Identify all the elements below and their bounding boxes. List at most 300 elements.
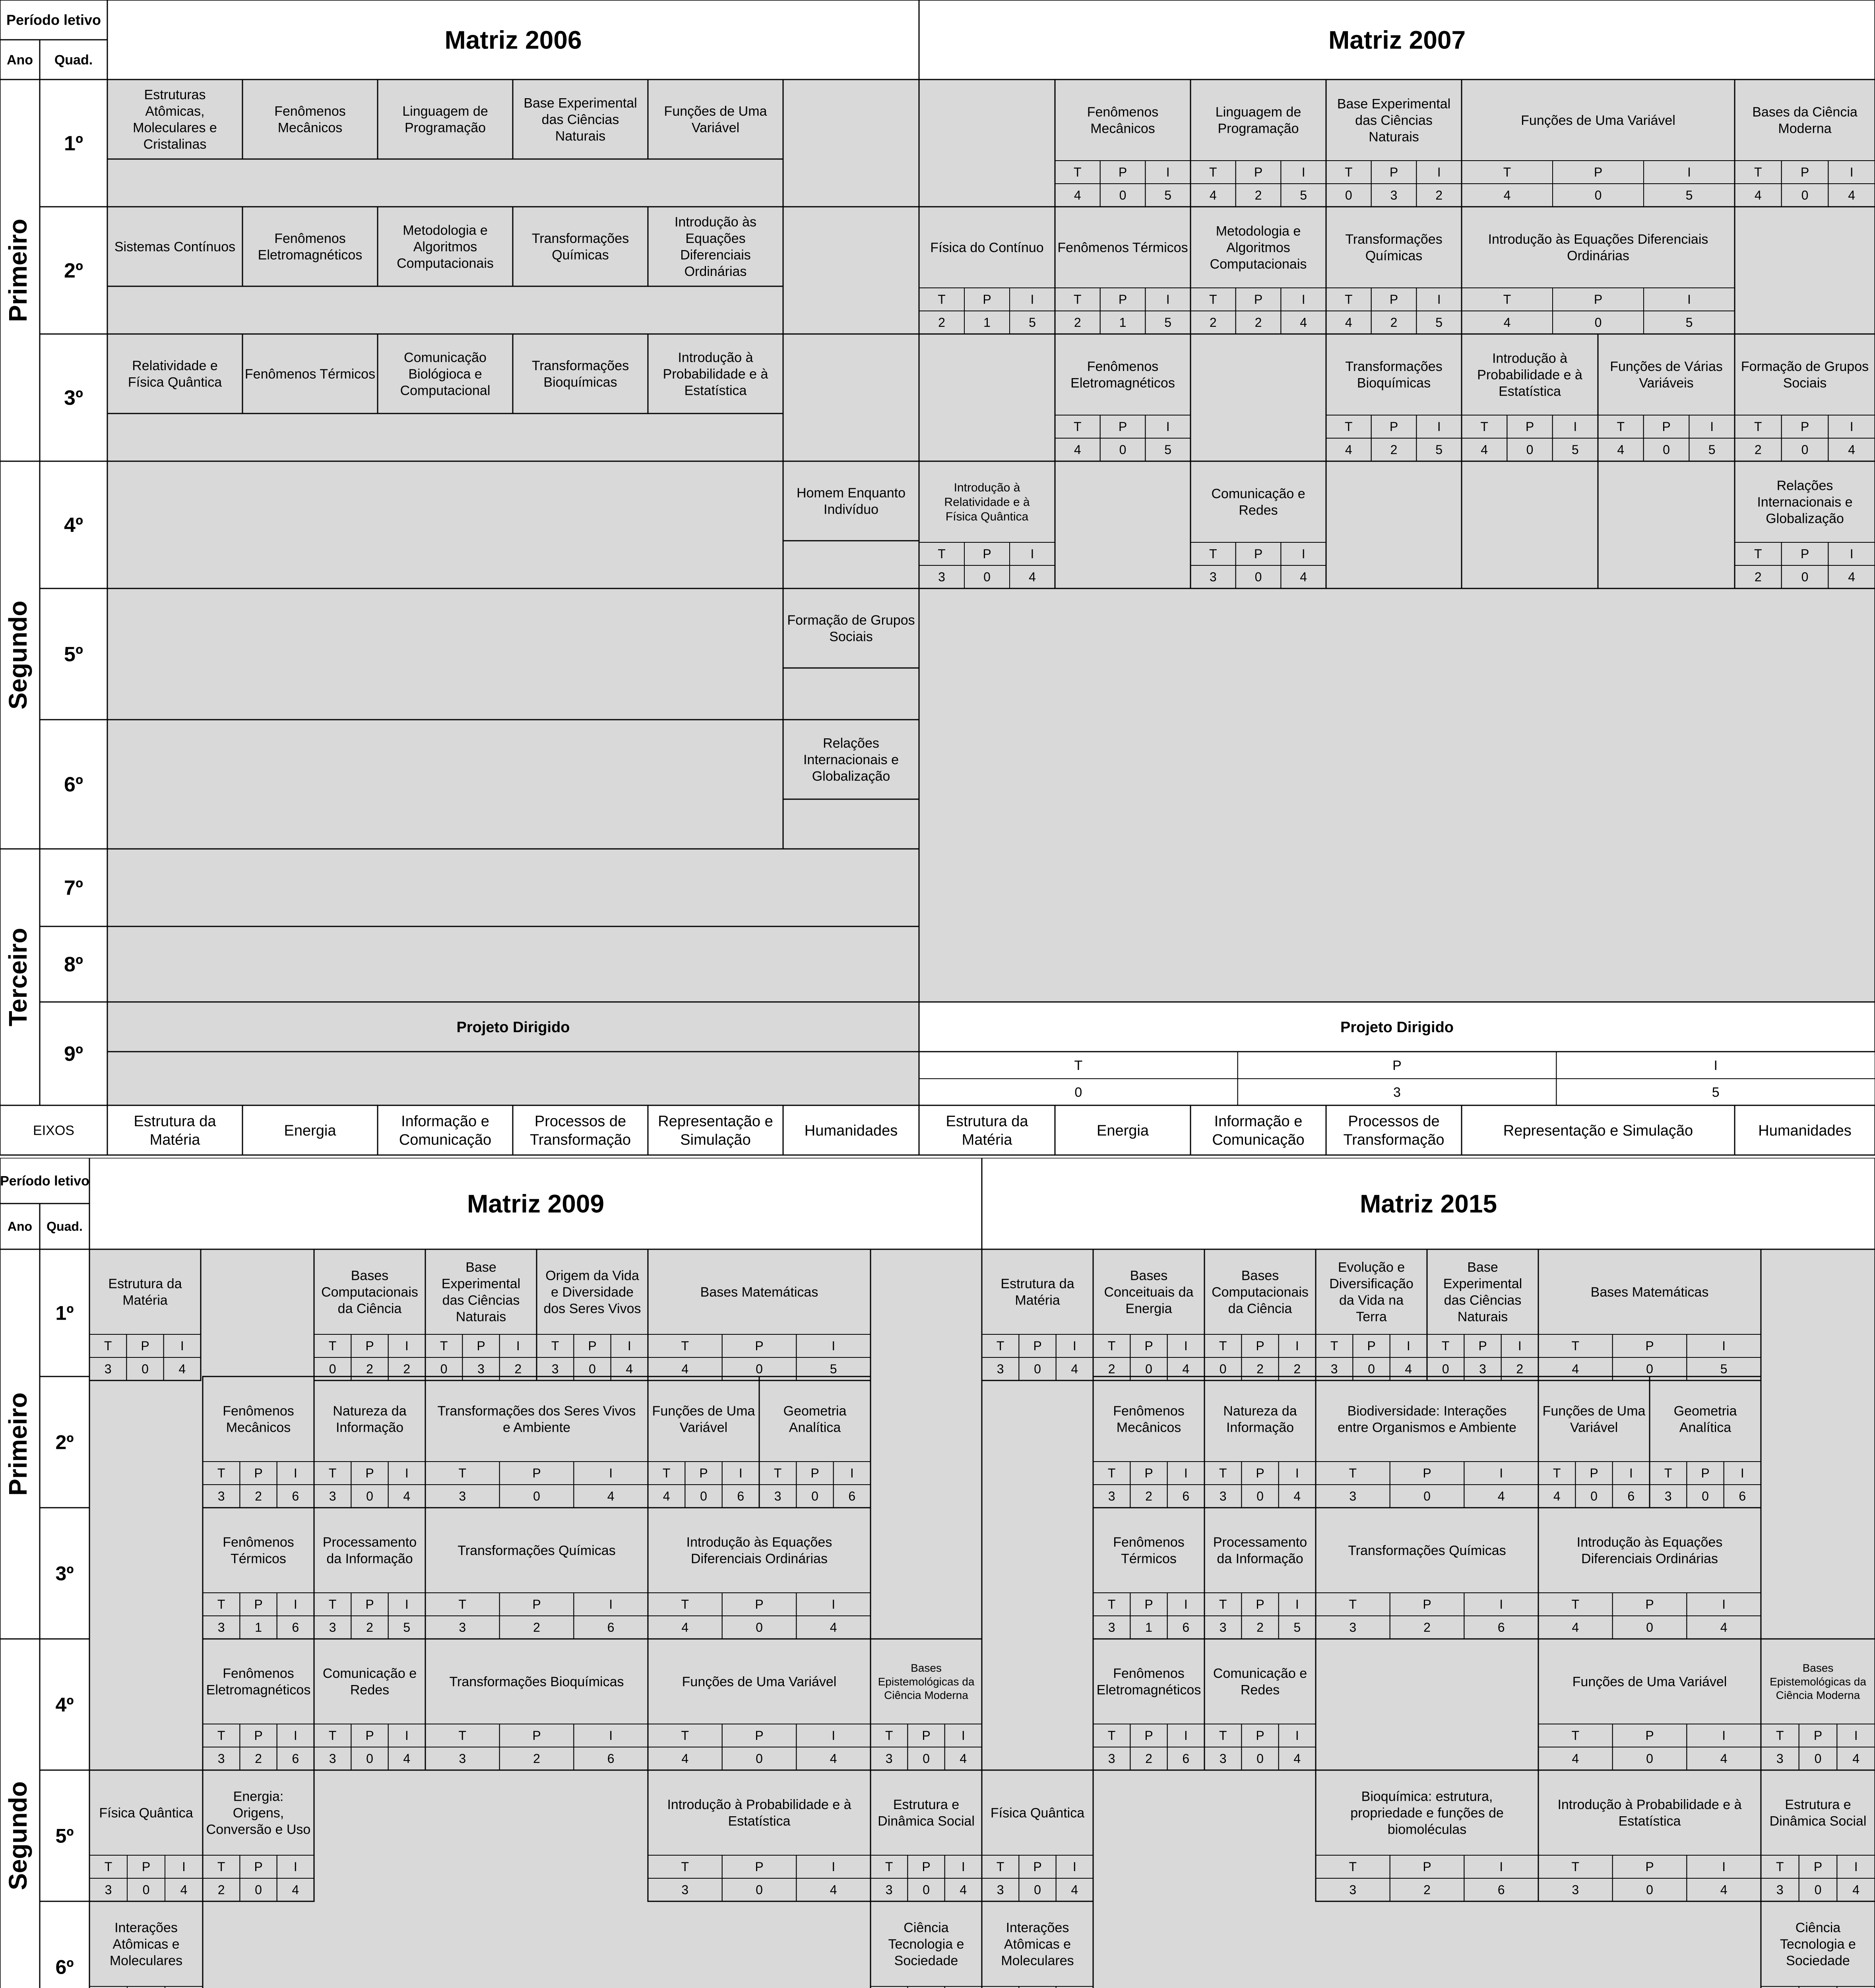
course-name: Comunicação e Redes [1211,486,1305,518]
tpi-value: 0 [1526,443,1534,457]
tpi-header: P [1525,419,1534,434]
tpi-header: T [1617,419,1625,434]
tpi-value: 6 [1497,1620,1505,1635]
tpi-value: 4 [1617,443,1625,457]
course-name: Metodologia e Algoritmos Computacionais [397,223,494,271]
tpi-header: P [1389,292,1398,307]
tpi-value: 0 [533,1489,540,1504]
tpi-header: P [1701,1466,1710,1481]
tpi-header: T [1209,547,1217,561]
quad-label: 5º [64,643,83,666]
course-name: Introdução às Equações Diferenciais Ordinárias [1576,1535,1723,1567]
tpi-value: 4 [178,1362,186,1376]
tpi-header: I [1166,419,1170,434]
tpi-value: 3 [329,1751,336,1766]
tpi-value: 0 [1594,315,1602,330]
tpi-value: 4 [830,1620,837,1635]
tpi-header: I [1166,292,1170,307]
tpi-value: 6 [292,1489,299,1504]
year-label: Primeiro [3,1392,32,1496]
tpi-header: T [885,1728,893,1743]
tpi-value: 0 [1423,1489,1431,1504]
tpi-value: 4 [1497,1489,1505,1504]
tpi-value: 0 [1034,1883,1041,1897]
tpi-header: I [1184,1466,1188,1481]
tpi-header: T [1503,292,1511,307]
tpi-header: T [1571,1860,1580,1874]
tpi-value: 1 [983,315,991,330]
shaded-area [919,80,1055,207]
course-name: Bases da Ciência Moderna [1752,105,1858,136]
tpi-header: I [609,1728,613,1743]
tpi-value: 4 [1572,1620,1579,1635]
tpi-value: 0 [983,570,991,584]
shaded-area [1462,461,1598,588]
course-name: Fenômenos Térmicos [223,1535,294,1567]
tpi-header: I [832,1860,836,1874]
tpi-value: 4 [1848,570,1856,584]
tpi-header: T [1754,165,1762,180]
tpi-value: 0 [142,1883,150,1897]
tpi-header: I [1437,419,1441,434]
tpi-value: 4 [1345,315,1352,330]
course-name: Introdução à Probabilidade e à Estatística [663,350,768,398]
tpi-header: P [1645,1728,1654,1743]
tpi-header: I [1499,1466,1503,1481]
tpi-value: 5 [1164,188,1172,203]
tpi-value: 0 [1442,1362,1449,1376]
tpi-value: 3 [1776,1883,1784,1897]
tpi-value: 6 [1739,1489,1746,1504]
course-name: Fenômenos Mecânicos [1113,1404,1185,1435]
tpi-header: P [699,1466,708,1481]
tpi-value: 4 [180,1883,188,1897]
course-name: Transformações Químicas [1348,1543,1506,1558]
tpi-header: T [996,1860,1004,1874]
tpi-header: T [1330,1339,1338,1353]
shaded-area [1598,461,1735,588]
tpi-value: 2 [1145,1751,1152,1766]
tpi-header: T [440,1339,448,1353]
tpi-value: 0 [1034,1362,1041,1376]
tpi-header: I [1518,1339,1522,1353]
shaded-area [1191,334,1326,461]
course-name: Bases Matemáticas [700,1284,818,1300]
tpi-value: 4 [607,1489,615,1504]
matriz-title: Matriz 2009 [467,1189,605,1218]
tpi-value: 5 [1685,188,1693,203]
tpi-header: I [1854,1728,1858,1743]
course-name: Relações Internacionais e Globalização [1757,478,1853,526]
tpi-value: 3 [1349,1620,1357,1635]
tpi-header: T [1219,1339,1227,1353]
tpi-header: P [1256,1597,1264,1612]
tpi-value: 2 [1145,1489,1152,1504]
tpi-value: 0 [440,1362,448,1376]
tpi-header: T [1074,165,1082,180]
tpi-header: I [1437,292,1441,307]
tpi-header: P [1645,1339,1654,1353]
tpi-value: 0 [923,1751,930,1766]
tpi-value: 5 [1712,1085,1720,1100]
tpi-value: 2 [1516,1362,1524,1376]
tpi-header: T [1776,1860,1784,1874]
tpi-header: T [1107,1597,1116,1612]
tpi-value: 2 [533,1620,540,1635]
tpi-header: T [1345,165,1353,180]
shaded-area [783,799,919,849]
shaded-area [107,849,919,926]
tpi-value: 4 [681,1362,689,1376]
eixo-label: Estrutura da Matéria [134,1113,216,1148]
matriz-title: Matriz 2015 [1359,1189,1497,1218]
tpi-header: I [1301,165,1305,180]
tpi-header: I [1573,419,1577,434]
tpi-value: 2 [1293,1362,1301,1376]
course-name: Biodiversidade: Interações entre Organismos e Ambiente [1338,1404,1516,1435]
tpi-value: 1 [1119,315,1127,330]
tpi-value: 3 [885,1751,893,1766]
shaded-area [1055,461,1191,588]
tpi-value: 0 [700,1489,707,1504]
tpi-value: 0 [255,1883,262,1897]
quad-label: 8º [64,953,83,977]
tpi-value: 3 [105,1883,112,1897]
course-name: Bioquímica: estrutura, propriedade e funções de biomoléculas [1350,1789,1504,1837]
tpi-value: 0 [1345,188,1352,203]
tpi-header: T [328,1728,337,1743]
tpi-header: I [405,1728,409,1743]
tpi-header: T [1107,1728,1116,1743]
tpi-value: 0 [811,1489,818,1504]
tpi-value: 2 [366,1620,373,1635]
tpi-value: 3 [1349,1883,1357,1897]
course-name: Natureza da Informação [333,1404,407,1435]
tpi-header: T [1074,1058,1083,1073]
tpi-value: 3 [1219,1489,1227,1504]
course-name: Formação de Grupos Sociais [1741,359,1869,391]
course-name: Linguagem de Programação [402,104,488,136]
tpi-value: 4 [1209,188,1217,203]
course-name: Fenômenos Mecânicos [223,1404,294,1435]
tpi-value: 2 [533,1751,540,1766]
course-name: Transformações Bioquímicas [531,358,629,390]
course-name: Fenômenos Térmicos [1057,240,1188,255]
course-name: Introdução às Equações Diferenciais Ordinárias [1488,232,1708,264]
tpi-header: I [293,1597,297,1612]
tpi-header: T [1754,419,1762,434]
eixo-label: Representação e Simulação [658,1113,773,1148]
tpi-value: 3 [551,1362,559,1376]
shaded-area [107,286,783,334]
tpi-header: I [1714,1058,1718,1073]
shaded-area [107,720,783,849]
course-name: Transformações Bioquímicas [449,1674,624,1689]
tpi-header: T [458,1728,467,1743]
matriz-title: Matriz 2007 [1328,25,1466,54]
tpi-value: 0 [923,1883,930,1897]
course-name: Funções de Uma Variável [1542,1404,1646,1435]
tpi-value: 6 [292,1751,299,1766]
tpi-value: 0 [756,1751,763,1766]
tpi-header: P [254,1860,263,1874]
course-name: Ciência Tecnologia e Sociedade [1780,1920,1856,1969]
tpi-value: 0 [1145,1362,1152,1376]
projeto-dirigido: Projeto Dirigido [456,1019,570,1036]
shaded-area [783,668,919,720]
tpi-value: 6 [1182,1489,1190,1504]
tpi-header: P [1033,1339,1042,1353]
tpi-header: T [1754,547,1762,561]
tpi-header: T [681,1339,689,1353]
tpi-header: I [850,1466,854,1481]
tpi-header: I [405,1339,409,1353]
tpi-value: 0 [756,1362,763,1376]
quad-label: 2º [55,1431,74,1454]
course-name: Processamento da Informação [322,1535,417,1567]
tpi-value: 5 [1300,188,1307,203]
tpi-value: 2 [255,1489,262,1504]
tpi-value: 0 [329,1362,336,1376]
tpi-header: I [1740,1466,1744,1481]
tpi-header: T [1349,1597,1357,1612]
tpi-value: 2 [1256,1362,1264,1376]
tpi-header: P [922,1728,931,1743]
eixo-label: Informação e Comunicação [1212,1113,1305,1148]
tpi-header: P [141,1339,149,1353]
tpi-value: 2 [938,315,945,330]
course-name: Sistemas Contínuos [114,239,236,254]
tpi-header: I [739,1466,743,1481]
course-name: Física Quântica [990,1805,1085,1821]
tpi-value: 5 [1571,443,1579,457]
tpi-header: P [1389,419,1398,434]
tpi-value: 3 [1108,1489,1115,1504]
tpi-header: T [458,1597,467,1612]
tpi-header: I [1030,292,1034,307]
tpi-value: 0 [366,1489,373,1504]
course-name: Base Experimental das Ciências Naturais [1337,96,1451,145]
eixo-label: Representação e Simulação [1503,1122,1693,1139]
tpi-header: P [588,1339,597,1353]
course-name: Transformações Químicas [531,231,629,263]
tpi-header: I [609,1466,613,1481]
shaded-area [982,1249,1875,1988]
tpi-header: P [1256,1466,1264,1481]
tpi-header: T [681,1728,689,1743]
tpi-header: T [1345,292,1353,307]
tpi-header: P [1118,419,1127,434]
tpi-header: I [1722,1339,1726,1353]
course-name: Introdução às Equações Diferenciais Ordinárias [674,214,757,280]
course-name: Introdução à Relatividade e à Física Quântica [944,481,1030,524]
tpi-header: P [1423,1597,1431,1612]
tpi-header: I [1722,1860,1726,1874]
tpi-value: 4 [1293,1489,1301,1504]
course-name: Funções de Várias Variáveis [1610,359,1723,391]
tpi-header: I [293,1466,297,1481]
tpi-value: 4 [1848,443,1856,457]
tpi-header: T [938,292,946,307]
tpi-header: P [1423,1860,1431,1874]
tpi-value: 4 [1503,315,1511,330]
tpi-value: 4 [1720,1883,1728,1897]
tpi-header: I [961,1860,965,1874]
shaded-area [107,926,919,1002]
tpi-header: T [328,1466,337,1481]
tpi-header: P [1423,1466,1431,1481]
course-name: Evolução e Diversificação da Vida na Terra [1329,1260,1414,1325]
tpi-value: 0 [1801,443,1809,457]
tpi-value: 5 [830,1362,837,1376]
tpi-value: 1 [255,1620,262,1635]
tpi-header: I [182,1860,186,1874]
tpi-value: 4 [1300,570,1307,584]
tpi-header: P [1800,419,1809,434]
shaded-area [1326,461,1462,588]
tpi-header: I [1499,1860,1503,1874]
tpi-value: 5 [1720,1362,1728,1376]
tpi-value: 3 [217,1751,225,1766]
tpi-header: P [532,1597,541,1612]
tpi-header: I [405,1466,409,1481]
tpi-header: P [1367,1339,1376,1353]
tpi-value: 0 [1255,570,1262,584]
tpi-value: 2 [1390,315,1398,330]
tpi-value: 3 [1776,1751,1784,1766]
tpi-value: 4 [681,1751,689,1766]
tpi-header: P [1594,292,1603,307]
course-name: Transformações Químicas [458,1543,616,1558]
tpi-value: 4 [1345,443,1352,457]
projeto-dirigido: Projeto Dirigido [1340,1019,1454,1036]
tpi-value: 4 [1754,188,1762,203]
tpi-value: 3 [997,1883,1004,1897]
tpi-value: 0 [1646,1620,1653,1635]
matriz-title: Matriz 2006 [444,25,582,54]
tpi-header: P [755,1860,764,1874]
tpi-header: P [365,1339,374,1353]
tpi-value: 6 [1497,1883,1505,1897]
quad-label: Quad. [54,52,93,68]
course-name: Base Experimental das Ciências Naturais [1443,1260,1522,1325]
eixo-label: Informação e Comunicação [399,1113,492,1148]
tpi-header: P [1800,547,1809,561]
tpi-value: 4 [960,1751,967,1766]
tpi-value: 3 [217,1489,225,1504]
quad-label: 5º [55,1825,74,1847]
course-name: Fenômenos Eletromagnéticos [258,231,363,263]
tpi-value: 6 [1182,1751,1190,1766]
tpi-header: I [516,1339,520,1353]
tpi-value: 4 [1481,443,1488,457]
quad-label: 6º [64,773,83,796]
tpi-header: P [1144,1728,1153,1743]
tpi-value: 2 [366,1362,373,1376]
tpi-header: P [532,1466,541,1481]
tpi-value: 6 [607,1620,615,1635]
tpi-value: 3 [1664,1489,1672,1504]
ano-label: Ano [6,52,33,68]
shaded-area [783,207,919,334]
tpi-header: P [1118,165,1127,180]
course-name: Formação de Grupos Sociais [787,613,915,645]
course-name: Fenômenos Eletromagnéticos [1096,1666,1201,1698]
tpi-header: I [1710,419,1714,434]
quad-label: 3º [55,1562,74,1585]
tpi-header: I [1166,165,1170,180]
tpi-value: 4 [1405,1362,1412,1376]
tpi-value: 0 [1663,443,1670,457]
tpi-header: I [1184,1597,1188,1612]
course-name: Interações Atômicas e Moleculares [1001,1920,1074,1969]
tpi-value: 4 [1553,1489,1561,1504]
course-name: Funções de Uma Variável [1572,1674,1727,1689]
tpi-header: T [662,1466,671,1481]
tpi-value: 0 [1646,1362,1653,1376]
course-name: Estrutura e Dinâmica Social [878,1797,975,1829]
shaded-area [783,541,919,588]
tpi-header: I [1295,1466,1299,1481]
course-name: Estrutura e Dinâmica Social [1769,1797,1867,1829]
tpi-header: T [1571,1728,1580,1743]
course-name: Bases Conceituais da Energia [1104,1268,1194,1316]
tpi-header: T [217,1597,225,1612]
tpi-header: P [1392,1058,1402,1073]
shaded-area [89,1249,982,1988]
course-name: Bases Epistemológicas da Ciência Moderna [878,1662,975,1701]
tpi-value: 4 [1572,1362,1579,1376]
tpi-header: I [1722,1728,1726,1743]
tpi-header: P [1645,1597,1654,1612]
periodo-label: Período letivo [0,1173,89,1189]
tpi-header: I [1030,547,1034,561]
tpi-header: T [1219,1597,1227,1612]
course-name: Comunicação e Redes [322,1666,417,1698]
tpi-header: P [1256,1728,1264,1743]
course-name: Transformações dos Seres Vivos e Ambiente [437,1404,636,1435]
course-name: Linguagem de Programação [1215,105,1301,136]
tpi-header: I [1184,1728,1188,1743]
tpi-header: P [365,1466,374,1481]
tpi-value: 3 [938,570,945,584]
shaded-area [107,588,783,720]
tpi-value: 6 [292,1620,299,1635]
tpi-value: 4 [830,1883,837,1897]
course-name: Relações Internacionais e Globalização [803,736,899,784]
course-name: Introdução à Probabilidade e à Estatística [1557,1797,1742,1829]
quad-label: 2º [64,259,83,283]
tpi-header: I [180,1339,184,1353]
course-name: Processamento da Informação [1213,1535,1307,1567]
ano-label: Ano [7,1219,33,1234]
tpi-value: 3 [329,1489,336,1504]
tpi-header: T [1441,1339,1450,1353]
tpi-header: I [1722,1597,1726,1612]
tpi-value: 3 [1108,1751,1115,1766]
tpi-value: 3 [1390,188,1398,203]
tpi-header: P [1254,547,1263,561]
course-name: Introdução às Equações Diferenciais Ordinárias [686,1535,832,1567]
bottom-panel [0,1158,1875,1988]
tpi-header: I [1301,292,1305,307]
tpi-header: P [532,1728,541,1743]
tpi-value: 2 [1074,315,1081,330]
tpi-header: T [1209,165,1217,180]
tpi-header: T [217,1466,225,1481]
tpi-header: P [1118,292,1127,307]
tpi-value: 4 [1029,570,1036,584]
